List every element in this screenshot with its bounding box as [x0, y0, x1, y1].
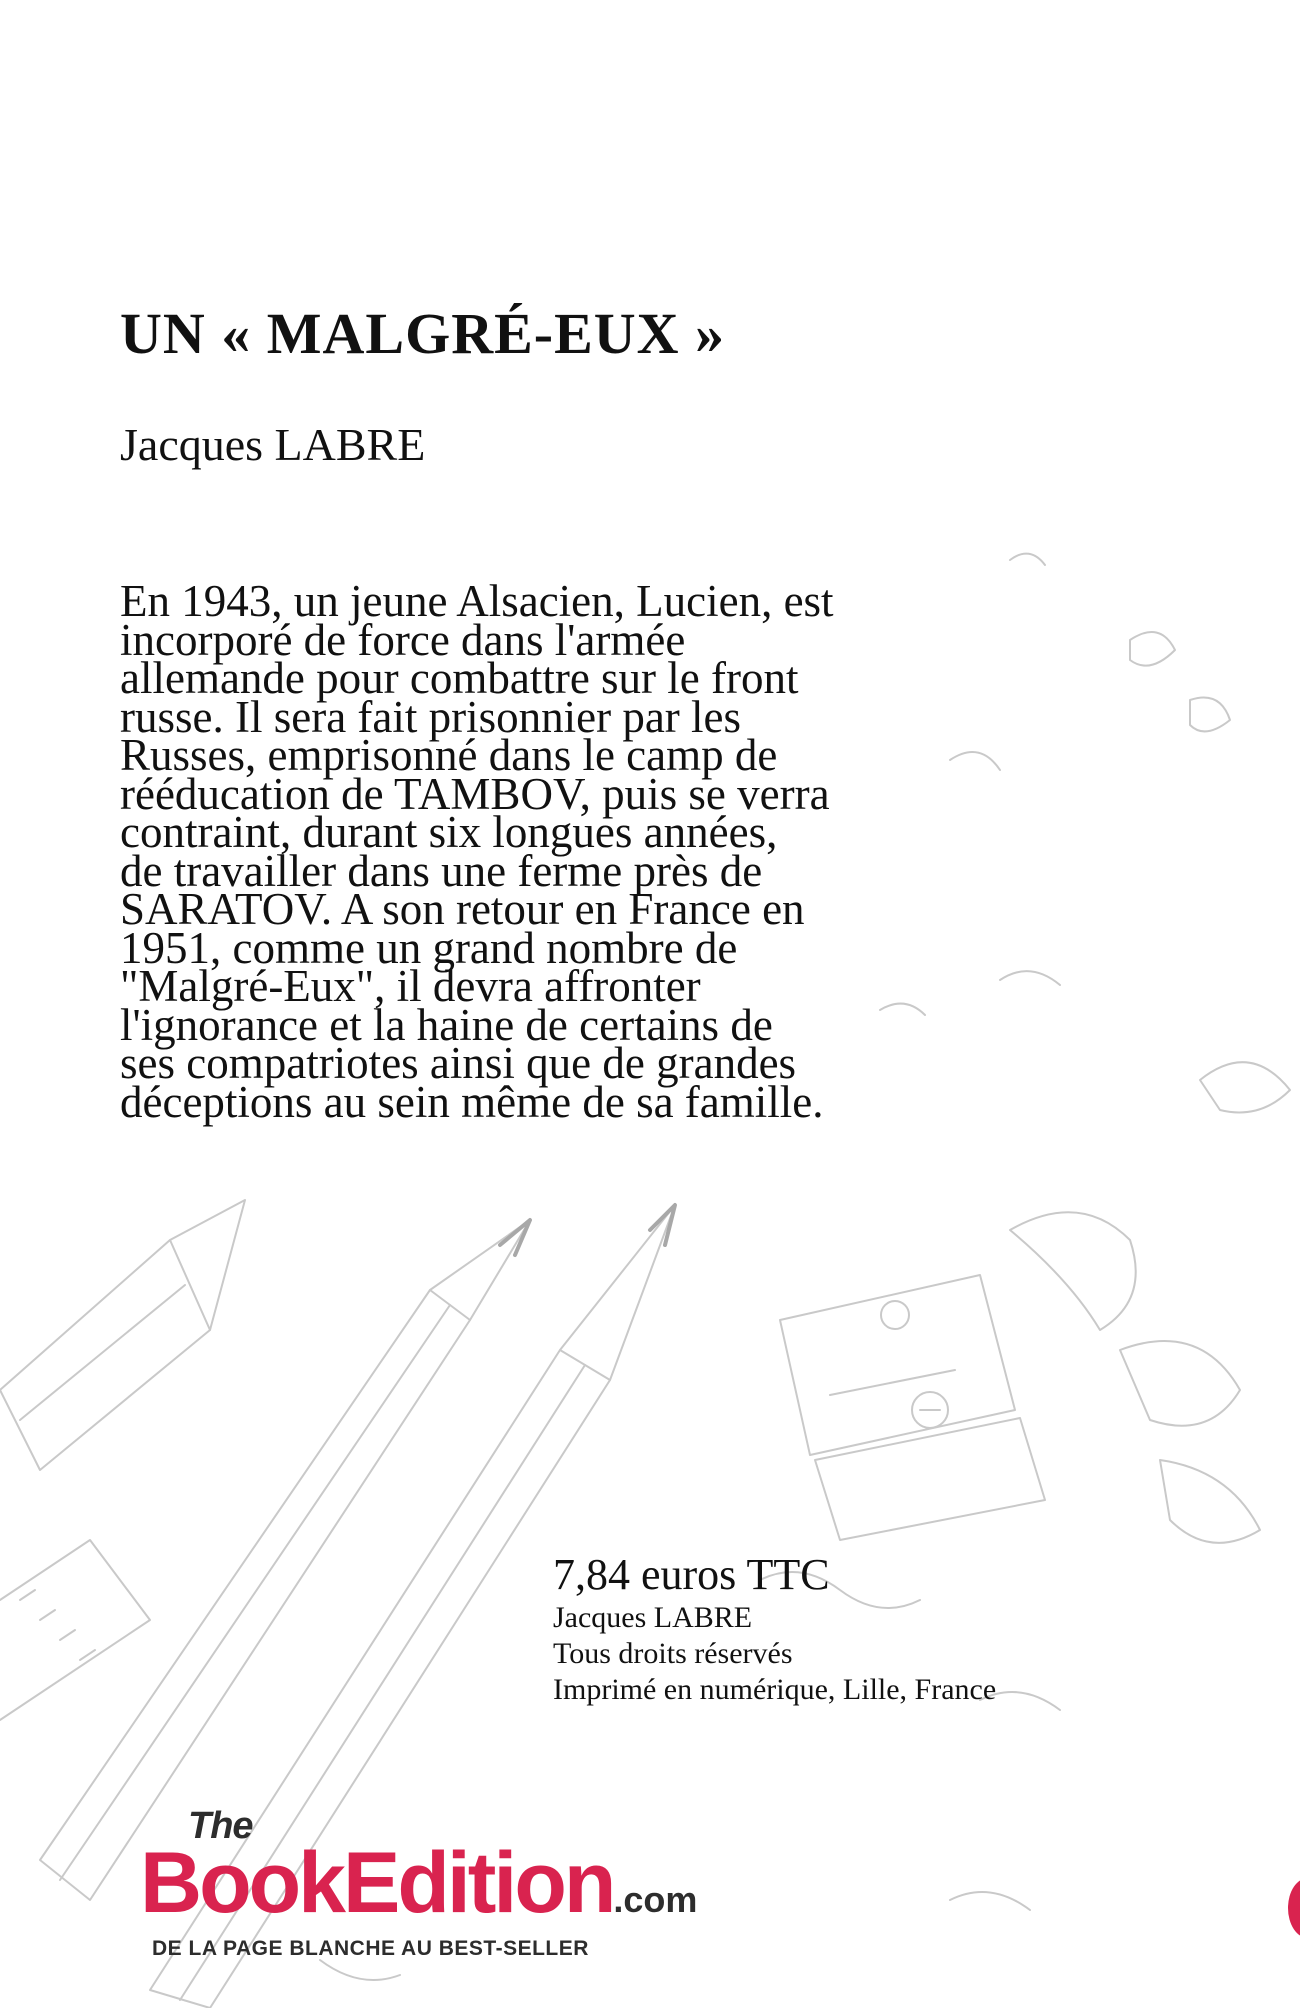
- summary-line: russe. Il sera fait prisonnier par les: [120, 691, 742, 742]
- imprint-block: [553, 1550, 996, 1708]
- imprint-rights: Tous droits réservés: [553, 1637, 793, 1670]
- summary-line: Russes, emprisonné dans le camp de: [120, 730, 778, 780]
- logo-brand-name: BookEdition: [140, 1835, 614, 1931]
- book-summary: [120, 576, 980, 1127]
- summary-line: contraint, durant six longues années,: [120, 807, 778, 857]
- summary-line: l'ignorance et la haine de certains de: [120, 999, 773, 1050]
- book-author: Jacques LABRE: [120, 419, 426, 470]
- logo-tagline: DE LA PAGE BLANCHE AU BEST-SELLER: [152, 1937, 589, 1960]
- summary-line: SARATOV. A son retour en France en: [120, 884, 805, 934]
- corner-mark-icon: [1288, 1878, 1300, 1938]
- summary-line: "Malgré-Eux", il devra affronter: [120, 961, 701, 1011]
- book-title: UN « MALGRÉ-EUX »: [120, 301, 726, 366]
- summary-line: de travailler dans une ferme près de: [120, 845, 763, 896]
- price-label: 7,84 euros TTC: [553, 1550, 830, 1599]
- summary-line: rééducation de TAMBOV, puis se verra: [120, 768, 830, 819]
- summary-line: déceptions au sein même de sa famille.: [120, 1076, 824, 1127]
- summary-line: ses compatriotes ainsi que de grandes: [120, 1038, 797, 1088]
- logo-brand-text: [140, 1833, 697, 1950]
- logo-the-text: The: [188, 1805, 253, 1847]
- summary-line: En 1943, un jeune Alsacien, Lucien, est: [120, 576, 834, 626]
- summary-line: incorporé de force dans l'armée: [120, 614, 686, 665]
- summary-line: 1951, comme un grand nombre de: [120, 922, 738, 973]
- imprint-author: Jacques LABRE: [553, 1601, 753, 1634]
- summary-line: allemande pour combattre sur le front: [120, 653, 799, 703]
- logo-domain: .com: [613, 1879, 698, 1920]
- publisher-logo: [140, 1805, 720, 1965]
- imprint-printed: Imprimé en numérique, Lille, France: [553, 1673, 997, 1706]
